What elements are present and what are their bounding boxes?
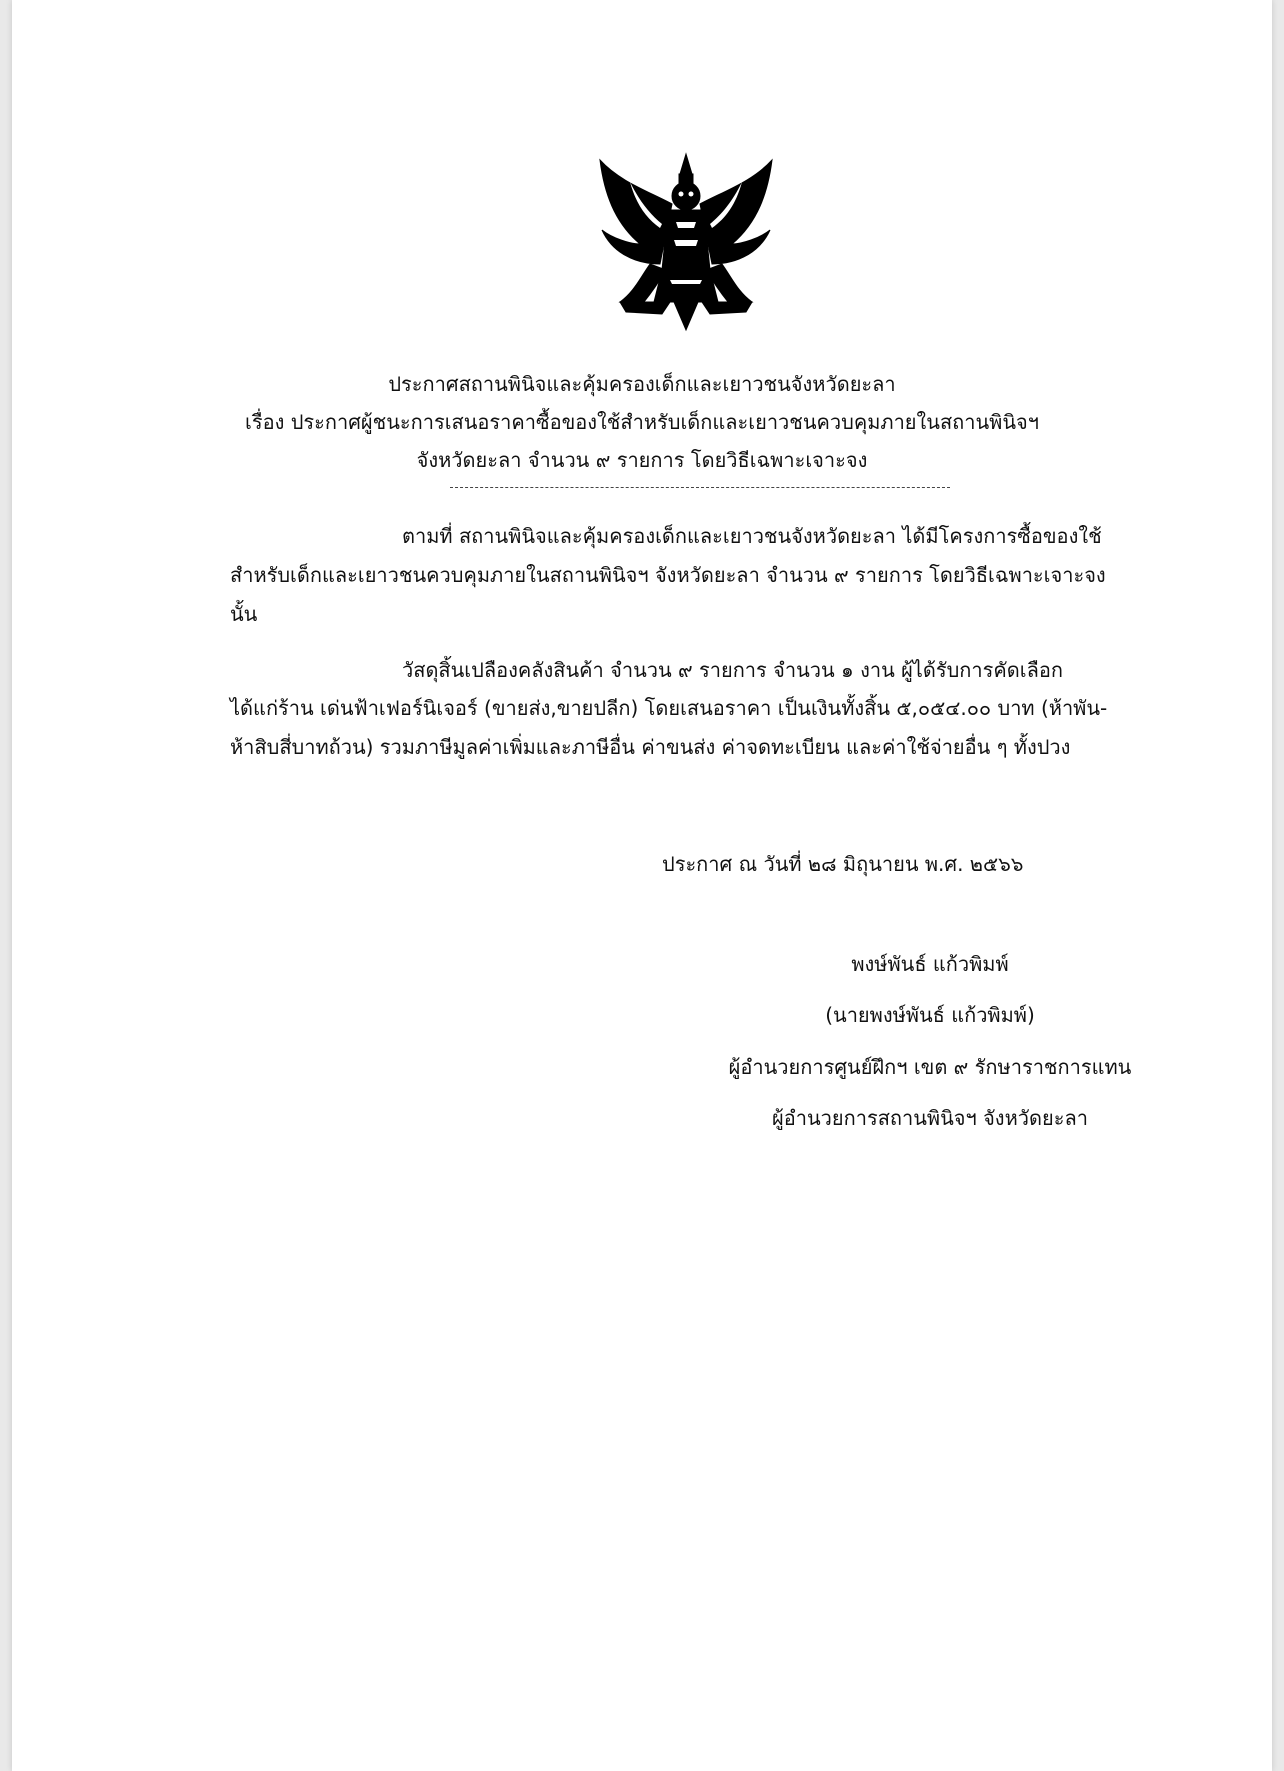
paragraph1-line1: ตามที่ สถานพินิจและคุ้มครองเด็กและเยาวชนจังหวัดยะลา ได้มีโครงการซื้อของใช้ xyxy=(402,524,1102,548)
paragraph2-line1: วัสดุสิ้นเปลืองคลังสินค้า จำนวน ๙ รายการ จำนวน ๑ งาน ผู้ได้รับการคัดเลือก xyxy=(402,658,1063,682)
paragraph2-line2: ได้แก่ร้าน เด่นฟ้าเฟอร์นิเจอร์ (ขายส่ง,ขายปลีก) โดยเสนอราคา เป็นเงินทั้งสิ้น ๕,๐๕๔.๐๐ บาท (ห้าพัน- xyxy=(230,696,1108,720)
signer-position-acting: ผู้อำนวยการสถานพินิจฯ จังหวัดยะลา xyxy=(772,1106,1088,1130)
announcement-date: ประกาศ ณ วันที่ ๒๘ มิถุนายน พ.ศ. ๒๕๖๖ xyxy=(662,852,1024,876)
announcement-title: ประกาศสถานพินิจและคุ้มครองเด็กและเยาวชนจังหวัดยะลา xyxy=(388,372,896,396)
signer-position: ผู้อำนวยการศูนย์ฝึกฯ เขต ๙ รักษาราชการแทน xyxy=(728,1055,1132,1079)
paragraph2-line3: ห้าสิบสี่บาทถ้วน) รวมภาษีมูลค่าเพิ่มและภาษีอื่น ค่าขนส่ง ค่าจดทะเบียน และค่าใช้จ่ายอื่น ๆ ทั้งปวง xyxy=(230,735,1071,759)
announcement-subject-cont: จังหวัดยะลา จำนวน ๙ รายการ โดยวิธีเฉพาะเจาะจง xyxy=(416,448,868,472)
paragraph1-line2: สำหรับเด็กและเยาวชนควบคุมภายในสถานพินิจฯ จังหวัดยะลา จำนวน ๙ รายการ โดยวิธีเฉพาะเจาะจง xyxy=(230,563,1106,587)
signer-name: พงษ์พันธ์ แก้วพิมพ์ xyxy=(851,952,1009,976)
paragraph1-line3: นั้น xyxy=(230,602,258,626)
separator-line xyxy=(450,487,950,488)
announcement-subject: เรื่อง ประกาศผู้ชนะการเสนอราคาซื้อของใช้สำหรับเด็กและเยาวชนควบคุมภายในสถานพินิจฯ xyxy=(244,410,1039,434)
signer-full-name: (นายพงษ์พันธ์ แก้วพิมพ์) xyxy=(825,1003,1035,1027)
garuda-emblem-icon xyxy=(590,152,782,332)
